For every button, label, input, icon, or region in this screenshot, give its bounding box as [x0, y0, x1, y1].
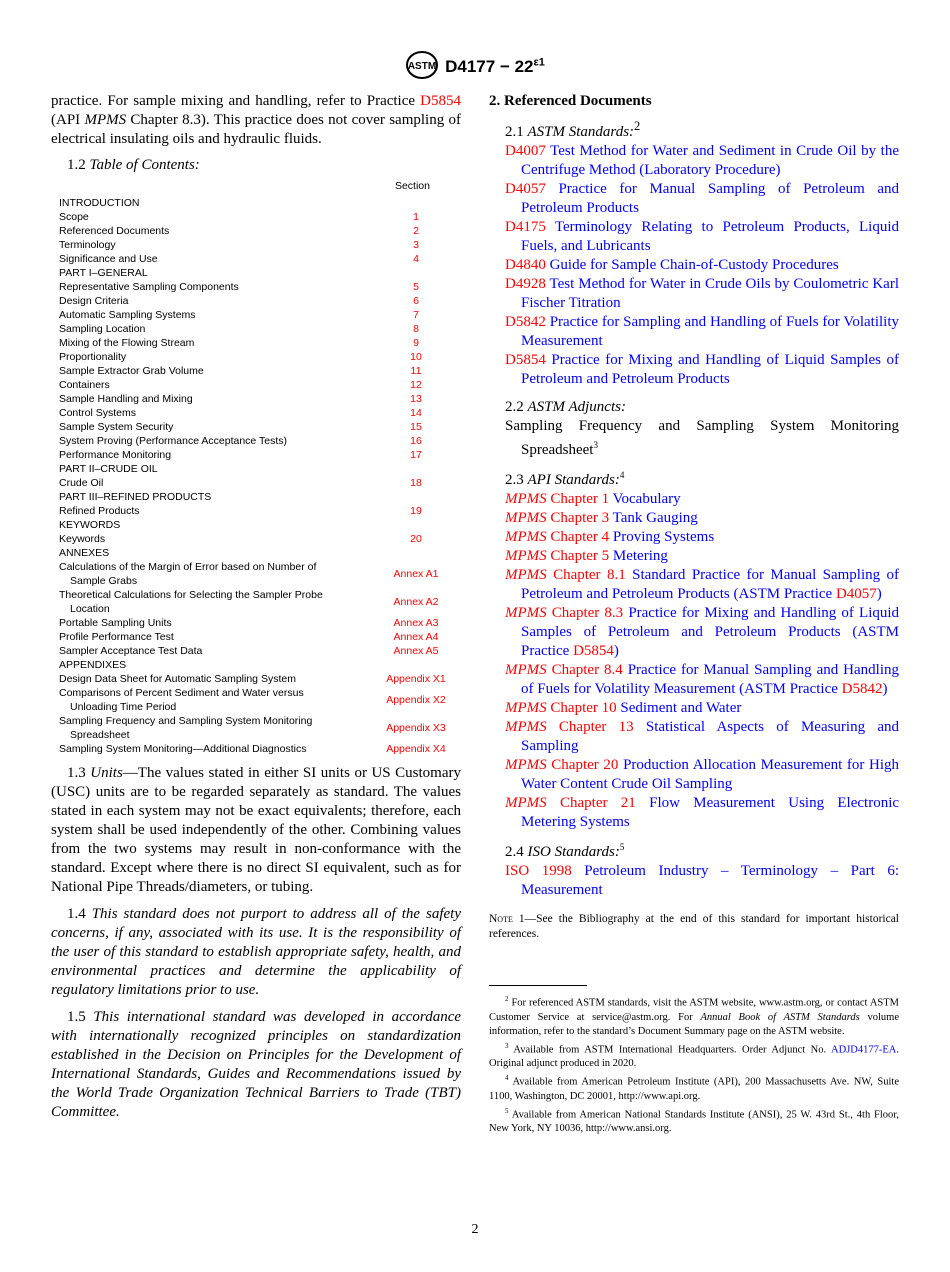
api-chapter-link[interactable]: Chapter 1 [550, 491, 610, 507]
toc-section-link [371, 490, 461, 504]
adjunct-link[interactable]: ADJD4177-EA [831, 1044, 897, 1055]
toc-section-link[interactable]: Appendix X4 [386, 743, 446, 755]
toc-entry-title: Terminology [59, 239, 116, 251]
toc-row[interactable] [51, 672, 461, 686]
toc-entry-title: Sampler Acceptance Test Data [59, 645, 203, 657]
toc-entry-title: Sampling System Monitoring—Additional Diagnostics [59, 743, 307, 755]
api-title-link[interactable]: Practice for Mixing and Handling of Liquid Samples of Petroleum and Petroleum Products (ASTM Practice [521, 605, 900, 659]
toc-row [51, 546, 461, 560]
mpms-label: MPMS [505, 605, 547, 621]
astm-title-link[interactable]: Practice for Sampling and Handling of Fuels for Volatility Measurement [521, 314, 899, 349]
toc-section-link[interactable]: 5 [413, 281, 419, 293]
toc-section-link[interactable]: 18 [410, 477, 422, 489]
api-chapter-link[interactable]: Chapter 8.3 [551, 605, 624, 621]
designation: D4177 − 22 [445, 56, 534, 76]
page-header [0, 50, 950, 85]
api-reference-item: MPMS Chapter 8.4 Practice for Manual Sampling and Handling of Fuels for Volatility Measurement (ASTM Practice D5842) [505, 662, 899, 697]
toc-row[interactable] [51, 686, 461, 714]
toc-entry-title: Control Systems [59, 407, 137, 419]
toc-entry-title: Sample Extractor Grab Volume [59, 365, 204, 377]
d5854-link[interactable]: D5854 [420, 93, 461, 109]
toc-row[interactable] [51, 630, 461, 644]
astm-code-link[interactable]: D4007 [505, 143, 546, 159]
toc-entry-title: Referenced Documents [59, 225, 170, 237]
api-reference-item [505, 528, 899, 547]
api-chapter-link[interactable]: Chapter 10 [550, 700, 617, 716]
page-number: 2 [471, 1222, 479, 1237]
epsilon-mark: ε1 [533, 56, 545, 69]
toc-row[interactable] [51, 616, 461, 630]
toc-section-link[interactable]: 12 [410, 379, 422, 391]
toc-row[interactable] [51, 448, 461, 462]
toc-entry-title: System Proving (Performance Acceptance Tests) [59, 435, 287, 447]
api-chapter-link[interactable]: Chapter 4 [550, 529, 610, 545]
footnote-2: $^2$ For referenced ASTM standards, visit the ASTM website, www.astm.org, or contact ASTM Customer Service at service@astm.org. For Annual Book of ASTM Standards volume information, refer to the standard’s Document Summary page on the ASTM website. [489, 995, 900, 1037]
intro-paragraph: practice. For sample mixing and handling, refer to Practice D5854 (API MPMS Chapter 8.3). This practice does not cover sampling of electrical insulating oils and hydraulic fluids. [51, 93, 461, 147]
left-column [51, 92, 461, 1122]
toc-row[interactable] [51, 308, 461, 322]
toc-section-link[interactable]: Annex A3 [393, 617, 439, 629]
mpms-label: MPMS [505, 757, 547, 773]
toc-row[interactable] [51, 406, 461, 420]
toc-entry-title: Scope [59, 211, 89, 223]
wto-paragraph: 1.5 This international standard was developed in accordance with internationally recognized principles on standardization established in the Decision on Principles for the Development of International Standards, Guides and Recommendations issued by the World Trade Organization Technical Barriers to Trade (TBT) Committee. [51, 1009, 462, 1120]
svg-text:ASTM: ASTM [407, 61, 437, 72]
mpms-label: MPMS [505, 662, 547, 678]
api-title-link[interactable]: Sediment and Water [620, 700, 742, 716]
toc-row[interactable] [51, 378, 461, 392]
api-chapter-link[interactable]: Chapter 13 [558, 719, 634, 735]
toc-entry-title: Comparisons of Percent Sediment and Water versus Unloading Time Period [59, 687, 304, 713]
api-reference-item [505, 699, 899, 718]
toc-entry-title: Design Data Sheet for Automatic Sampling System [59, 673, 296, 685]
toc-section-link[interactable]: 10 [410, 351, 422, 363]
toc-section-link[interactable]: 11 [410, 365, 422, 377]
api-reference-item [505, 756, 899, 794]
toc-row[interactable] [51, 644, 461, 658]
footnote-divider [489, 985, 587, 986]
mpms-label: MPMS [505, 548, 547, 564]
toc-entry-title: Significance and Use [59, 253, 158, 265]
toc-row[interactable] [51, 560, 461, 588]
astm-reference-item [505, 351, 899, 389]
toc-section-link [371, 196, 461, 210]
toc-section-link[interactable]: 13 [410, 393, 422, 405]
toc-section-link[interactable]: Annex A2 [393, 596, 439, 608]
api-chapter-link[interactable]: Chapter 20 [551, 757, 619, 773]
api-reference-item: MPMS Chapter 8.3 Practice for Mixing and Handling of Liquid Samples of Petroleum and Petroleum Products (ASTM Practice D5854) [505, 605, 900, 659]
toc-section-link[interactable]: 9 [413, 337, 419, 349]
toc-entry-title: Refined Products [59, 505, 140, 517]
toc-section-link [371, 266, 461, 280]
api-title-link[interactable]: Tank Gauging [612, 510, 698, 526]
toc-section-link[interactable]: 15 [410, 421, 422, 433]
toc-section-link[interactable]: 8 [413, 323, 419, 335]
toc-entry-title: Performance Monitoring [59, 449, 172, 461]
toc-entry-title: Sample Handling and Mixing [59, 393, 193, 405]
astm-title-link[interactable]: Practice for Mixing and Handling of Liquid Samples of Petroleum and Petroleum Products [521, 352, 899, 387]
astm-reference-item [505, 256, 899, 275]
toc-section-link[interactable]: Annex A1 [393, 568, 439, 580]
iso-standards-heading: 2.4 ISO Standards:$^5$ [505, 842, 625, 860]
astm-code-link[interactable]: D5842 [505, 314, 546, 330]
api-title-link[interactable]: Flow Measurement Using Electronic Metering Systems [521, 795, 900, 830]
toc-entry-title: ANNEXES [59, 547, 110, 559]
toc-title: 1.2 Table of Contents: [67, 157, 200, 173]
api-title-link[interactable]: Metering [612, 548, 668, 564]
api-chapter-link[interactable]: Chapter 3 [550, 510, 610, 526]
iso-1998-title-link[interactable]: Petroleum Industry – Terminology – Part 6: Measurement [521, 863, 900, 898]
toc-section-link[interactable]: 2 [413, 225, 419, 237]
toc-section-link[interactable]: Appendix X1 [386, 673, 446, 685]
toc-entry-title: PART I–GENERAL [59, 267, 148, 279]
api-standards-heading: 2.3 API Standards:$^4$ [505, 470, 625, 488]
units-paragraph: 1.3 Units—The values stated in either SI units or US Customary (USC) units are to be regarded separately as standard. The values stated in each system may not be exact equivalents; therefore, each system shall be used independently of the other. Combining values from the two systems may result in non-conformance with the standard. Except where there is no direct SI equivalent, such as for National Pipe Threads/diameters, or tubing. [51, 765, 462, 895]
toc-entry-title: Proportionality [59, 351, 127, 363]
toc-row[interactable] [51, 336, 461, 350]
astm-title-link[interactable]: Test Method for Water and Sediment in Crude Oil by the Centrifuge Method (Laboratory Procedure) [521, 143, 899, 178]
toc-section-header: Section [394, 180, 430, 192]
astm-code-link[interactable]: D4928 [505, 276, 546, 292]
api-reference-item [505, 718, 899, 756]
astm-standards-heading: 2.1 ASTM Standards:$^2$ [505, 119, 641, 140]
api-title-link[interactable]: Practice for Manual Sampling and Handling of Fuels for Volatility Measurement (ASTM Practice [521, 662, 899, 697]
toc-row[interactable] [51, 504, 461, 518]
toc-entry-title: Calculations of the Margin of Error based on Number of Sample Grabs [59, 561, 317, 587]
toc-section-link [371, 462, 461, 476]
toc-section-link[interactable]: 3 [413, 239, 419, 251]
toc-entry-title: INTRODUCTION [59, 197, 140, 209]
toc-row [51, 196, 461, 210]
toc-entry-title: Theoretical Calculations for Selecting the Sampler Probe Location [59, 589, 323, 615]
astm-reference-item [505, 275, 899, 313]
mpms-label: MPMS [505, 795, 547, 811]
toc-row[interactable] [51, 210, 461, 224]
safety-paragraph: 1.4 This standard does not purport to address all of the safety concerns, if any, associated with its use. It is the responsibility of the user of this standard to establish appropriate safety, health, and environmental practices and determine the applicability of regulatory limitations prior to use. [51, 906, 462, 998]
mpms-label: MPMS [505, 491, 547, 507]
astm-code-link[interactable]: D4840 [505, 257, 546, 273]
toc-entry-title: Portable Sampling Units [59, 617, 172, 629]
astm-reference-item [505, 180, 899, 218]
astm-title-link[interactable]: Test Method for Water in Crude Oils by Coulometric Karl Fischer Titration [521, 276, 900, 311]
toc-row[interactable] [51, 224, 461, 238]
toc-section-link [371, 518, 461, 532]
astm-reference-item [505, 218, 899, 256]
toc-entry-title: KEYWORDS [59, 519, 121, 531]
toc-row[interactable] [51, 714, 461, 742]
api-reference-item [505, 509, 899, 528]
toc-entry-title: PART III–REFINED PRODUCTS [59, 491, 212, 503]
toc-entry-title: Automatic Sampling Systems [59, 309, 196, 321]
toc-row[interactable] [51, 532, 461, 546]
footnote-3: $^3$ Available from ASTM International Headquarters. Order Adjunct No. ADJD4177-EA. Original adjunct produced in 2020. [489, 1041, 899, 1069]
toc-section-link[interactable]: 14 [410, 407, 422, 419]
toc-section-link[interactable]: 16 [410, 435, 422, 447]
astm-reference-item [505, 313, 899, 351]
toc-row[interactable] [51, 350, 461, 364]
iso-1998-link[interactable]: ISO 1998 [505, 863, 572, 879]
mpms-label: MPMS [505, 700, 547, 716]
toc-entry-title: Sampling Location [59, 323, 146, 335]
api-chapter-link[interactable]: Chapter 21 [559, 795, 636, 811]
toc-entry-title: Keywords [59, 533, 106, 545]
toc-row[interactable] [51, 420, 461, 434]
toc-row [51, 658, 461, 672]
footnote-4: $^4$ Available from American Petroleum Institute (API), 200 Massachusetts Ave. NW, Suite 1100, Washington, DC 20001, http://www.api.org. [489, 1074, 899, 1102]
toc-entry-title: Mixing of the Flowing Stream [59, 337, 195, 349]
toc-section-link[interactable]: Annex A5 [393, 645, 439, 657]
toc-row[interactable] [51, 294, 461, 308]
toc-entry-title: Crude Oil [59, 477, 104, 489]
astm-code-link[interactable]: D5854 [505, 352, 546, 368]
toc-section-link [371, 546, 461, 560]
toc-row[interactable] [51, 392, 461, 406]
toc-entry-title: PART II–CRUDE OIL [59, 463, 158, 475]
astm-title-link[interactable]: Terminology Relating to Petroleum Products, Liquid Fuels, and Lubricants [521, 219, 899, 254]
api-reference-item [505, 490, 899, 509]
note-1: Note 1—See the Bibliography at the end of this standard for important historical references. [489, 913, 899, 940]
toc-row [51, 490, 461, 504]
astm-practice-link[interactable]: D5842 [841, 681, 883, 697]
api-title-link[interactable]: Production Allocation Measurement for High Water Content Crude Oil Sampling [521, 757, 900, 792]
astm-title-link[interactable]: Practice for Manual Sampling of Petroleum and Petroleum Products [521, 181, 899, 216]
mpms-label: MPMS [505, 567, 547, 583]
toc-section-link[interactable]: 6 [413, 295, 419, 307]
astm-code-link[interactable]: D4175 [505, 219, 546, 235]
mpms-label: MPMS [505, 529, 547, 545]
toc-row[interactable] [51, 742, 461, 756]
mpms-label: MPMS [505, 510, 547, 526]
api-reference-item [505, 794, 899, 832]
mpms-label: MPMS [505, 719, 547, 735]
api-reference-item: MPMS Chapter 8.1 Standard Practice for Manual Sampling of Petroleum and Petroleum Products (ASTM Practice D4057) [505, 567, 900, 602]
right-column [489, 92, 899, 1136]
toc-section-link[interactable]: Appendix X2 [386, 694, 446, 706]
toc-section-link[interactable]: 19 [410, 505, 422, 517]
section-title: 2. Referenced Documents [489, 93, 652, 109]
api-reference-item [505, 547, 899, 566]
toc-entry-title: Sampling Frequency and Sampling System Monitoring Spreadsheet [59, 715, 313, 741]
astm-logo-icon [405, 50, 439, 85]
toc-row[interactable] [51, 364, 461, 378]
toc-row[interactable] [51, 434, 461, 448]
astm-reference-item [505, 142, 899, 180]
api-chapter-link[interactable]: Chapter 5 [550, 548, 610, 564]
footnote-5: $^5$ Available from American National Standards Institute (ANSI), 25 W. 43rd St., 4th Floor, New York, NY 10036, http://www.ansi.org. [489, 1106, 900, 1134]
toc-section-link[interactable]: 4 [413, 253, 419, 265]
toc-section-link[interactable]: 17 [410, 449, 422, 461]
astm-title-link[interactable]: Guide for Sample Chain-of-Custody Procedures [549, 257, 839, 273]
toc-row [51, 518, 461, 532]
toc-section-link [371, 658, 461, 672]
astm-practice-link[interactable]: D5854 [573, 643, 614, 659]
api-title-link[interactable]: Vocabulary [612, 491, 681, 507]
astm-practice-link[interactable]: D4057 [835, 586, 877, 602]
toc-entry-title: APPENDIXES [59, 659, 127, 671]
api-title-link[interactable]: Standard Practice for Manual Sampling of Petroleum and Petroleum Products (ASTM Practice [521, 567, 900, 602]
iso-item [505, 862, 899, 900]
api-chapter-link[interactable]: Chapter 8.1 [553, 567, 626, 583]
toc-row[interactable] [51, 476, 461, 490]
toc-row[interactable] [51, 280, 461, 294]
toc-entry-title: Representative Sampling Components [59, 281, 239, 293]
api-title-link[interactable]: Proving Systems [612, 529, 715, 545]
toc-row[interactable] [51, 238, 461, 252]
astm-adjuncts-heading: 2.2 ASTM Adjuncts: [505, 399, 626, 415]
adjunct-item: Sampling Frequency and Sampling System Monitoring Spreadsheet$^3$ [505, 418, 899, 458]
toc-entry-title: Containers [59, 379, 110, 391]
toc-entry-title: Profile Performance Test [59, 631, 174, 643]
toc-section-link[interactable]: Appendix X3 [386, 722, 446, 734]
api-chapter-link[interactable]: Chapter 8.4 [551, 662, 623, 678]
toc-row [51, 266, 461, 280]
toc-row[interactable] [51, 252, 461, 266]
toc-section-link[interactable]: 1 [413, 211, 419, 223]
toc-entry-title: Sample System Security [59, 421, 174, 433]
toc-section-link[interactable]: 20 [410, 533, 422, 545]
api-title-link[interactable]: Statistical Aspects of Measuring and Sampling [521, 719, 899, 754]
astm-code-link[interactable]: D4057 [505, 181, 546, 197]
toc-row [51, 462, 461, 476]
toc-section-link[interactable]: Annex A4 [393, 631, 439, 643]
table-of-contents [51, 179, 461, 756]
toc-row[interactable] [51, 588, 461, 616]
toc-entry-title: Design Criteria [59, 295, 129, 307]
toc-row[interactable] [51, 322, 461, 336]
toc-section-link[interactable]: 7 [413, 309, 419, 321]
